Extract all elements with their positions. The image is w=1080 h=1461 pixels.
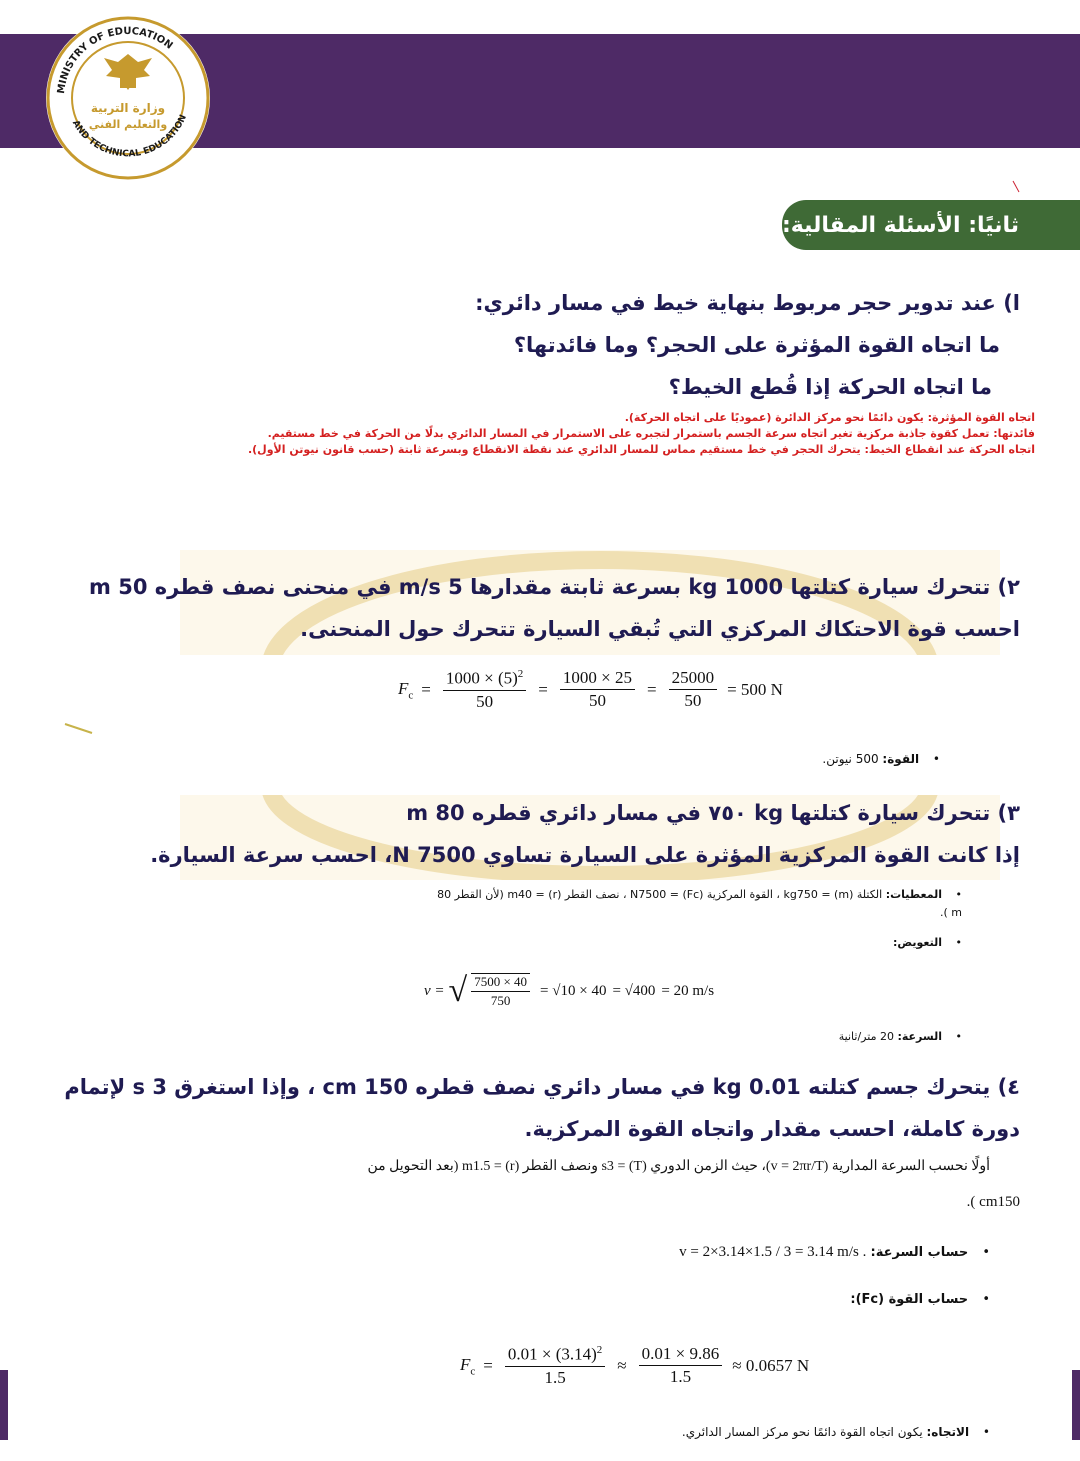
fraction-1 [505, 1344, 605, 1388]
fraction-2 [560, 668, 635, 711]
left-edge-bar [0, 1370, 8, 1440]
question-1-line-1: ا) عند تدوير حجر مربوط بنهاية خيط في مسار دائري: [475, 291, 1020, 315]
question-4-equation: $F_c$ = $\frac{0.01 \times (3.14)^2}{1.5}$ ≈ $\frac{0.01 \times 9.86}{1.5}$ ≈ 0.0657 N [460, 1344, 810, 1387]
force-label: حساب القوة (Fc): [850, 1292, 969, 1307]
sqrt-denominator: 750 [490, 993, 511, 1008]
question-3-result [839, 1030, 962, 1043]
fraction-2-denominator: 50 [588, 691, 606, 711]
fraction-2-denominator: 1.5 [669, 1367, 692, 1387]
givens-label: المعطيات: [885, 888, 942, 901]
question-3 [150, 792, 1020, 876]
svg-text:AND TECHNICAL EDUCATION: AND TECHNICAL EDUCATION [69, 113, 189, 160]
givens-text-continued: m ). [939, 906, 962, 919]
question-1-line-3: ما اتجاه الحركة إذا قُطع الخيط؟ [668, 375, 992, 399]
speed-value: v = 2×3.14×1.5 / 3 = 3.14 m/s . [679, 1244, 867, 1260]
fraction-2-numerator: 1000 × 25 [560, 668, 635, 690]
fraction-1-denominator: 50 [476, 691, 494, 711]
sqrt-numerator: 7500 × 40 [471, 974, 530, 992]
question-4-direction [682, 1425, 990, 1439]
fraction-2-numerator: 0.01 × 9.86 [639, 1344, 723, 1366]
question-4-force [850, 1292, 990, 1307]
sqrt-sign: √ [448, 972, 468, 1009]
fraction-2 [639, 1344, 723, 1387]
fraction-1-exponent: 2 [596, 1344, 603, 1356]
fraction-3-numerator: 25000 [669, 668, 718, 690]
answer-force-direction: اتجاه القوة المؤثرة: يكون دائمًا نحو مركز الدائرة (عموديًا على اتجاه الحركة). [624, 411, 1035, 424]
fraction-1-numerator: 0.01 × (3.14) [507, 1344, 597, 1364]
force-subscript: c [408, 689, 414, 702]
svg-text:والتعليم الفني: والتعليم الفني [88, 118, 168, 131]
direction-label: الاتجاه: [926, 1425, 970, 1439]
question-3-equation [424, 972, 714, 1010]
direction-value: يكون اتجاه القوة دائمًا نحو مركز المسار الدائري. [681, 1425, 923, 1439]
svg-text:MINISTRY OF EDUCATION: MINISTRY OF EDUCATION [56, 25, 175, 95]
force-subscript: c [470, 1365, 476, 1378]
question-4-line-2: دورة كاملة، احسب مقدار واتجاه القوة المركزية. [524, 1117, 1020, 1141]
equation-result: ≈ 0.0657 N [732, 1355, 810, 1375]
question-2 [89, 566, 1020, 650]
fraction-1 [443, 668, 526, 712]
section-title: ثانيًا: الأسئلة المقالية: [782, 212, 1020, 238]
question-2-equation: $F_c$ = $\frac{1000 \times (5)^2}{50}$ = $\frac{1000 \times 25}{50}$ = $\frac{25000}{50}$ = 500 N [398, 668, 783, 711]
stray-mark [1012, 180, 1022, 194]
result-value: 500 نيوتن. [822, 752, 879, 766]
question-3-line-2: إذا كانت القوة المركزية المؤثرة على السيارة تساوي N 7500، احسب سرعة السيارة. [150, 843, 1020, 867]
fraction-3 [669, 668, 718, 711]
svg-text:وزارة التربية: وزارة التربية [90, 101, 166, 115]
fraction-1-exponent: 2 [517, 668, 524, 680]
result-label: القوة: [882, 752, 920, 766]
equation-result: = 500 N [727, 679, 783, 699]
right-edge-bar [1072, 1370, 1080, 1440]
question-3-givens [262, 888, 962, 901]
answer-motion-direction: اتجاه الحركة عند انقطاع الخيط: يتحرك الحجر في خط مستقيم مماس للمسار الدائري عند نقطة الانقطاع وبسرعة ثابتة (حسب قانون نيوتن الأول). [247, 443, 1035, 456]
question-4 [64, 1066, 1020, 1150]
question-1 [475, 282, 1020, 408]
fraction-1-numerator: 1000 × (5) [445, 668, 518, 688]
stray-mark [64, 722, 94, 736]
substitution-label: التعويض: [892, 936, 942, 949]
question-2-line-1: ٢) تتحرك سيارة كتلتها kg 1000 بسرعة ثابتة مقدارها m/s 5 في منحنى نصف قطره m 50 [89, 575, 1020, 599]
speed-label: حساب السرعة: [870, 1245, 969, 1260]
velocity-symbol: v = [424, 982, 445, 999]
question-4-intro-continued: cm150 ). [966, 1194, 1020, 1210]
equation-step-2: = √400 [612, 982, 656, 999]
question-1-answer [248, 410, 1035, 458]
equation-step-1: = √10 × 40 [540, 982, 607, 999]
equation-result: = 20 m/s [661, 982, 715, 999]
question-1-line-2: ما اتجاه القوة المؤثرة على الحجر؟ وما فائدتها؟ [513, 333, 1000, 357]
sqrt-fraction [471, 973, 530, 1009]
question-2-line-2: احسب قوة الاحتكاك المركزي التي تُبقي السيارة تتحرك حول المنحنى. [300, 617, 1020, 641]
question-3-line-1: ٣) تتحرك سيارة كتلتها kg ٧٥٠ في مسار دائري قطره m 80 [406, 801, 1020, 825]
answer-force-benefit: فائدتها: تعمل كقوة جاذبة مركزية تغير اتجاه سرعة الجسم باستمرار لتجبره على الاستمرار في المسار الدائري بدلًا من الحركة في خط مستقيم. [267, 427, 1035, 440]
result-label: السرعة: [897, 1030, 942, 1043]
question-3-substitution [893, 936, 962, 949]
result-value: 20 متر/ثانية [838, 1030, 894, 1043]
force-symbol: F [398, 678, 409, 698]
fraction-3-denominator: 50 [684, 691, 702, 711]
question-4-line-1: ٤) يتحرك جسم كتلته kg 0.01 في مسار دائري نصف قطره cm 150 ، وإذا استغرق s 3 لإتمام [64, 1075, 1020, 1099]
question-4-speed [679, 1244, 990, 1261]
question-4-intro: أولًا نحسب السرعة المدارية (v = 2πr/T)، حيث الزمن الدوري (T) = s3 ونصف القطر (r) = m1.5 (بعد التحويل من [367, 1159, 990, 1174]
givens-text: الكتلة (m) = kg750 ، القوة المركزية (Fc) = N7500 ، نصف القطر (r) = m40 (لأن القطر 80 [437, 888, 883, 901]
section-header [782, 200, 1080, 250]
fraction-1-denominator: 1.5 [544, 1367, 566, 1387]
eagle-seal-icon [44, 14, 212, 182]
question-2-result [822, 752, 940, 766]
force-symbol: F [460, 1354, 471, 1374]
